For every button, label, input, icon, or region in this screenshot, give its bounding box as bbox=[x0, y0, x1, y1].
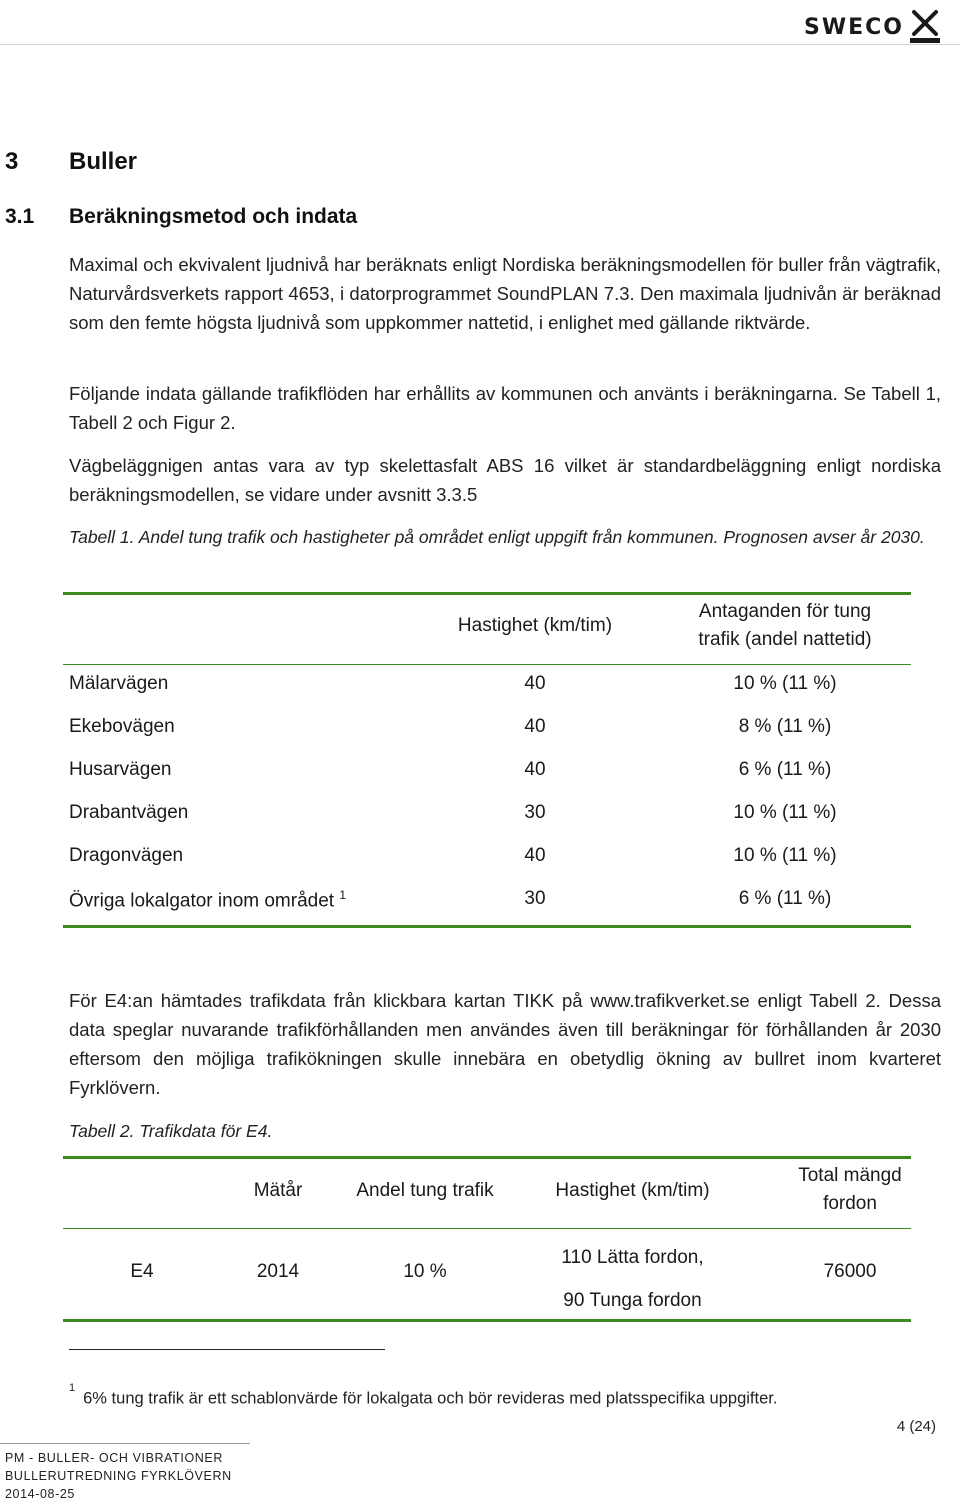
table2-speed bbox=[530, 1236, 735, 1322]
footer-date: 2014-08-25 bbox=[5, 1487, 75, 1501]
section-title: Buller bbox=[69, 148, 138, 175]
table1-road-name: Ekebovägen bbox=[69, 716, 175, 737]
table1-share: 6 % (11 %) bbox=[738, 759, 832, 780]
footnote-reference[interactable]: 1 bbox=[339, 888, 347, 902]
footnote bbox=[69, 1382, 778, 1409]
table1-bottom-rule bbox=[63, 925, 911, 928]
table1-caption: Tabell 1. Andel tung trafik och hastigheter på området enligt uppgift från kommunen. Prognosen avser år 2030. bbox=[69, 527, 925, 547]
table2-caption: Tabell 2. Trafikdata för E4. bbox=[69, 1121, 273, 1141]
table2-speed-line2: 90 Tunga fordon bbox=[563, 1290, 702, 1311]
footnote-mark: 1 bbox=[69, 1382, 76, 1394]
table2-header-total-line1: Total mängd bbox=[798, 1165, 902, 1186]
sweco-logo bbox=[804, 8, 942, 46]
paragraph-method: Maximal och ekvivalent ljudnivå har beräknats enligt Nordiska beräkningsmodellen för buller från vägtrafik, Naturvårdsverkets rapport 4653, i datorprogrammet SoundPLAN 7.3. Den maximala ljudnivån är beräknad som den femte högsta ljudnivå som uppkommer nattetid, i enlighet med gällande riktvärde. bbox=[69, 254, 941, 333]
table2-total: 76000 bbox=[823, 1261, 877, 1282]
table2-top-rule bbox=[63, 1156, 911, 1159]
table2-header-total-line2: fordon bbox=[823, 1193, 877, 1214]
table1-header-rule bbox=[63, 664, 911, 665]
table1-header-share-line1: Antaganden för tung bbox=[698, 601, 872, 622]
footer-document-type: PM - BULLER- OCH VIBRATIONER bbox=[5, 1451, 223, 1465]
table2-header-rule bbox=[63, 1228, 911, 1229]
paragraph-pavement: Vägbeläggnigen antas vara av typ skelettasfalt ABS 16 vilket är standardbeläggning enligt nordiska beräkningsmodellen, se vidare under avsnitt 3.3.5 bbox=[69, 455, 941, 505]
table2-header-heavy: Andel tung trafik bbox=[356, 1180, 494, 1201]
table2-header-total bbox=[770, 1162, 930, 1218]
table1-share: 10 % (11 %) bbox=[733, 845, 837, 866]
table1-road-name: Dragonvägen bbox=[69, 845, 184, 866]
table2-year: 2014 bbox=[256, 1261, 300, 1282]
table1-speed: 30 bbox=[524, 888, 546, 909]
table1-header-speed: Hastighet (km/tim) bbox=[457, 615, 613, 636]
table1-road-name bbox=[69, 888, 346, 912]
logo-text: SWECO bbox=[804, 14, 904, 40]
subsection-title: Beräkningsmetod och indata bbox=[69, 205, 358, 228]
table1-road-name: Mälarvägen bbox=[69, 673, 169, 694]
table1-share: 8 % (11 %) bbox=[738, 716, 832, 737]
table2-header-year: Mätår bbox=[253, 1180, 303, 1201]
table1-speed: 40 bbox=[524, 716, 546, 737]
footer-project: BULLERUTREDNING FYRKLÖVERN bbox=[5, 1469, 232, 1483]
table1-header-share-line2: trafik (andel nattetid) bbox=[698, 629, 872, 650]
table1-road-name: Husarvägen bbox=[69, 759, 172, 780]
table2-header-speed: Hastighet (km/tim) bbox=[555, 1180, 710, 1201]
table1-road-name: Drabantvägen bbox=[69, 802, 189, 823]
paragraph-e4 bbox=[69, 986, 941, 1102]
footnote-separator bbox=[69, 1349, 385, 1350]
sweco-emblem-icon bbox=[908, 8, 942, 46]
table1-speed: 30 bbox=[524, 802, 546, 823]
table2-bottom-rule bbox=[63, 1319, 911, 1322]
page-number: 4 (24) bbox=[896, 1418, 936, 1435]
footer-rule bbox=[0, 1443, 250, 1444]
header-rule bbox=[0, 44, 960, 45]
subsection-number: 3.1 bbox=[5, 205, 35, 228]
table1-header-share bbox=[660, 598, 910, 654]
table1-share: 10 % (11 %) bbox=[733, 673, 837, 694]
table1-speed: 40 bbox=[524, 845, 546, 866]
table1-share: 10 % (11 %) bbox=[733, 802, 837, 823]
paragraph-e4-text: För E4:an hämtades trafikdata från klickbara kartan TIKK på www.trafikverket.se enligt Tabell 2. Dessa data speglar nuvarande trafikförhållanden men användes även till beräkningar för förhållanden år 2030 eftersom den möjliga trafikökningen skulle innebära en obetydlig ökning av bullret inom kvarteret Fyrklövern. bbox=[69, 990, 941, 1098]
section-heading bbox=[5, 148, 137, 176]
section-number: 3 bbox=[5, 148, 19, 175]
footnote-text: 6% tung trafik är ett schablonvärde för lokalgata och bör revideras med platsspecifika uppgifter. bbox=[83, 1389, 778, 1408]
table1-speed: 40 bbox=[524, 673, 546, 694]
table1-top-rule bbox=[63, 592, 911, 595]
table2-speed-line1: 110 Lätta fordon, bbox=[561, 1247, 704, 1268]
table1-speed: 40 bbox=[524, 759, 546, 780]
subsection-heading bbox=[5, 205, 357, 229]
table1-share: 6 % (11 %) bbox=[738, 888, 832, 909]
paragraph-input: Följande indata gällande trafikflöden har erhållits av kommunen och använts i beräkningarna. Se Tabell 1, Tabell 2 och Figur 2. bbox=[69, 383, 941, 433]
table2-road: E4 bbox=[130, 1261, 154, 1282]
table1-road-name-text: Övriga lokalgator inom området bbox=[69, 890, 335, 912]
table2-heavy: 10 % bbox=[403, 1261, 447, 1282]
